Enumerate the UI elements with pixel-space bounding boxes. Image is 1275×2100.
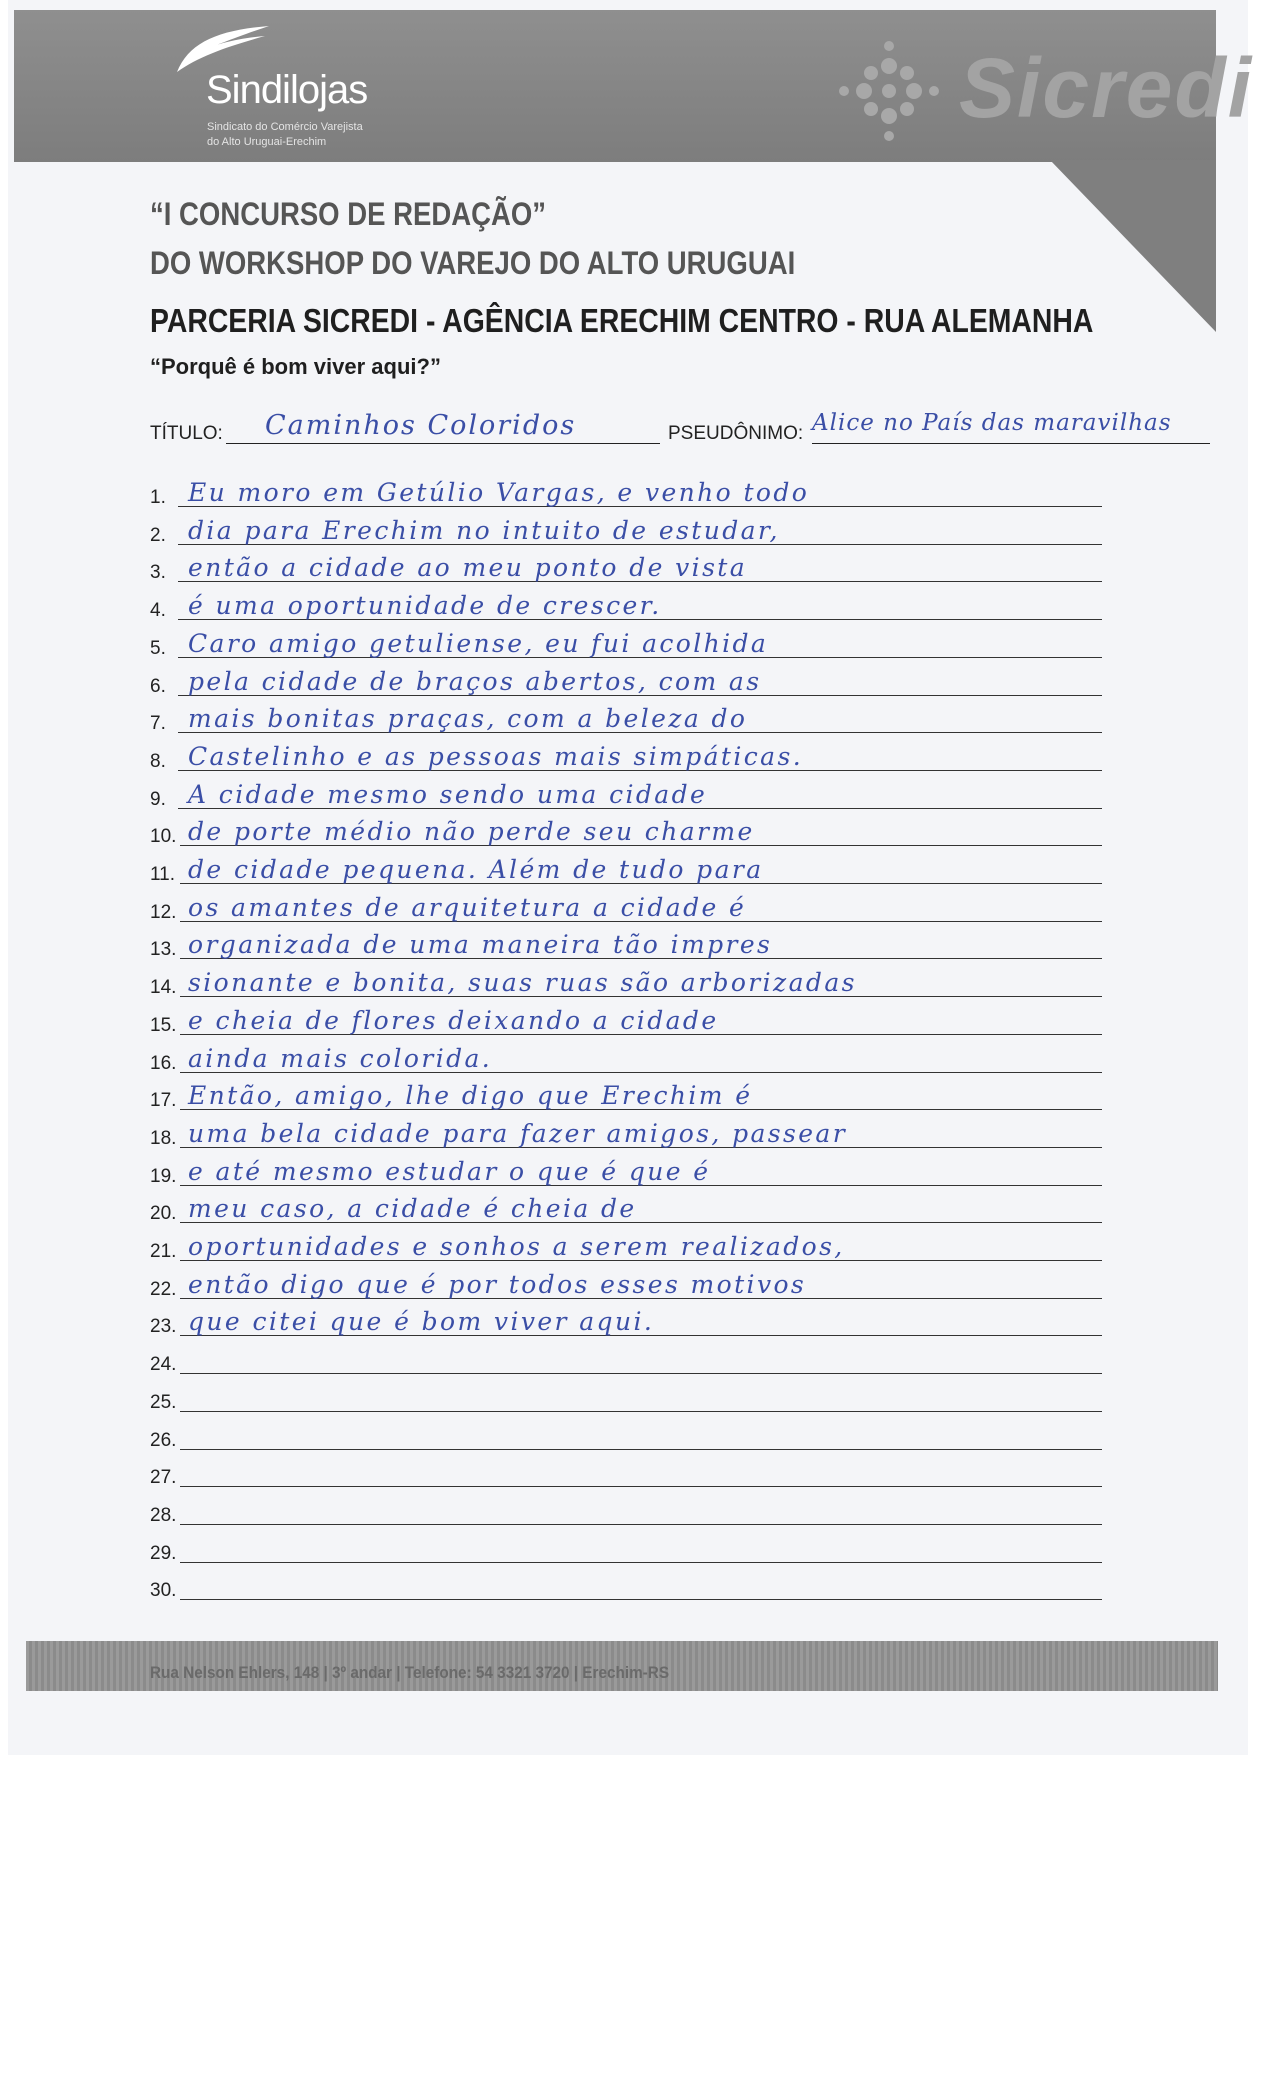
line-number: 23.: [150, 1316, 177, 1338]
partnership-title: PARCERIA SICREDI - AGÊNCIA ERECHIM CENTRO - RUA ALEMANHA: [150, 302, 1094, 339]
handwritten-line-text: de cidade pequena. Além de tudo para: [188, 855, 764, 884]
line-number: 30.: [150, 1580, 177, 1602]
brand-subtitle-line: Sindicato do Comércio Varejista: [207, 121, 363, 133]
essay-line[interactable]: [150, 1417, 1150, 1454]
line-number: 13.: [150, 939, 177, 961]
line-number: 25.: [150, 1391, 177, 1413]
line-number: 28.: [150, 1504, 177, 1526]
pseudonym-label: PSEUDÔNIMO:: [668, 423, 804, 444]
essay-line[interactable]: [150, 1153, 1150, 1190]
essay-line[interactable]: [150, 964, 1150, 1001]
essay-line[interactable]: [150, 1266, 1150, 1303]
essay-line[interactable]: [150, 813, 1150, 850]
line-number: 3.: [150, 562, 166, 584]
handwritten-line-text: e até mesmo estudar o que é que é: [188, 1156, 711, 1186]
handwritten-line-text: sionante e bonita, suas ruas são arborizadas: [188, 968, 857, 998]
handwritten-line-text: Castelinho e as pessoas mais simpáticas.: [188, 741, 804, 771]
essay-line[interactable]: [150, 738, 1150, 775]
line-number: 8.: [150, 750, 166, 772]
line-number: 5.: [150, 637, 166, 659]
handwritten-line-text: oportunidades e sonhos a serem realizados,: [188, 1232, 845, 1261]
essay-line[interactable]: [150, 1530, 1150, 1567]
essay-line[interactable]: [150, 1228, 1150, 1265]
essay-line[interactable]: [150, 776, 1150, 813]
essay-line[interactable]: [150, 1567, 1150, 1604]
essay-line[interactable]: [150, 512, 1150, 549]
essay-line[interactable]: [150, 700, 1150, 737]
line-rule: [180, 1524, 1102, 1525]
handwritten-line-text: meu caso, a cidade é cheia de: [188, 1194, 637, 1224]
line-number: 12.: [150, 901, 177, 923]
line-number: 22.: [150, 1278, 177, 1300]
line-number: 17.: [150, 1090, 177, 1112]
handwritten-line-text: então a cidade ao meu ponto de vista: [188, 553, 748, 583]
handwritten-line-text: e cheia de flores deixando a cidade: [188, 1005, 719, 1035]
pseudonym-field-line: [812, 443, 1210, 444]
essay-line[interactable]: [150, 625, 1150, 662]
line-rule: [180, 1411, 1102, 1412]
essay-line[interactable]: [150, 549, 1150, 586]
workshop-title: DO WORKSHOP DO VAREJO DO ALTO URUGUAI: [150, 245, 796, 281]
partner-logo-text: Sicredi: [959, 41, 1254, 135]
essay-line[interactable]: [150, 1190, 1150, 1227]
essay-line[interactable]: [150, 1379, 1150, 1416]
handwritten-line-text: dia para Erechim no intuito de estudar,: [188, 515, 780, 545]
handwritten-line-text: então digo que é por todos esses motivos: [188, 1269, 807, 1299]
sicredi-emblem-icon: [834, 36, 944, 146]
line-rule: [180, 1373, 1102, 1374]
line-number: 29.: [150, 1542, 177, 1564]
essay-line[interactable]: [150, 1115, 1150, 1152]
essay-line[interactable]: [150, 851, 1150, 888]
essay-line[interactable]: [150, 1002, 1150, 1039]
essay-line[interactable]: [150, 474, 1150, 511]
essay-line[interactable]: [150, 663, 1150, 700]
line-number: 2.: [150, 524, 166, 546]
line-number: 6.: [150, 675, 166, 697]
line-rule: [180, 1599, 1102, 1600]
handwritten-line-text: é uma oportunidade de crescer.: [188, 591, 662, 621]
handwritten-line-text: que citei que é bom viver aqui.: [188, 1307, 655, 1337]
handwritten-line-text: Caro amigo getuliense, eu fui acolhida: [188, 628, 769, 658]
line-number: 20.: [150, 1203, 177, 1225]
contest-title: “I CONCURSO DE REDAÇÃO”: [150, 196, 547, 232]
line-rule: [180, 1486, 1102, 1487]
title-label: TÍTULO:: [150, 423, 223, 444]
handwritten-line-text: uma bela cidade para fazer amigos, passear: [188, 1118, 848, 1148]
essay-line[interactable]: [150, 889, 1150, 926]
handwritten-line-text: A cidade mesmo sendo uma cidade: [188, 779, 708, 809]
line-number: 11.: [150, 864, 176, 885]
handwritten-line-text: Então, amigo, lhe digo que Erechim é: [188, 1081, 753, 1111]
footer-address: Rua Nelson Ehlers, 148 | 3º andar | Telefone: 54 3321 3720 | Erechim-RS: [150, 1663, 670, 1682]
essay-line[interactable]: [150, 1454, 1150, 1491]
line-number: 19.: [150, 1165, 177, 1187]
handwritten-line-text: pela cidade de braços abertos, com as: [188, 666, 762, 696]
line-number: 4.: [150, 600, 166, 622]
essay-line[interactable]: [150, 926, 1150, 963]
line-rule: [180, 1562, 1102, 1563]
header-band: [14, 10, 1254, 162]
line-number: 9.: [150, 788, 166, 810]
brand-subtitle-line: do Alto Uruguai-Erechim: [207, 136, 327, 148]
line-number: 27.: [150, 1467, 177, 1489]
essay-line[interactable]: [150, 1077, 1150, 1114]
line-number: 14.: [150, 977, 177, 999]
line-number: 24.: [150, 1354, 177, 1376]
essay-line[interactable]: [150, 1492, 1150, 1529]
handwritten-line-text: organizada de uma maneira tão impres: [188, 930, 773, 960]
pseudonym-field-value[interactable]: Alice no País das maravilhas: [812, 410, 1172, 436]
essay-line[interactable]: [150, 587, 1150, 624]
handwritten-line-text: Eu moro em Getúlio Vargas, e venho todo: [188, 478, 810, 507]
line-rule: [180, 1449, 1102, 1450]
handwritten-line-text: ainda mais colorida.: [188, 1043, 493, 1073]
essay-line[interactable]: [150, 1040, 1150, 1077]
essay-line[interactable]: [150, 1303, 1150, 1340]
line-number: 7.: [150, 713, 166, 735]
essay-question: “Porquê é bom viver aqui?”: [150, 354, 441, 379]
line-number: 10.: [150, 826, 177, 848]
line-number: 1.: [150, 487, 166, 508]
line-number: 26.: [150, 1429, 177, 1451]
brand-subtitle: [207, 120, 363, 150]
title-field-value[interactable]: Caminhos Coloridos: [265, 410, 577, 441]
handwritten-line-text: de porte médio não perde seu charme: [188, 817, 755, 847]
line-number: 18.: [150, 1127, 177, 1149]
handwritten-line-text: mais bonitas praças, com a beleza do: [188, 704, 748, 734]
line-number: 16.: [150, 1052, 177, 1074]
handwritten-line-text: os amantes de arquitetura a cidade é: [188, 892, 747, 922]
line-number: 21.: [150, 1241, 177, 1262]
line-number: 15.: [150, 1014, 177, 1036]
title-field-line: [226, 443, 660, 444]
brand-name: Sindilojas: [206, 68, 368, 112]
essay-line[interactable]: [150, 1341, 1150, 1378]
